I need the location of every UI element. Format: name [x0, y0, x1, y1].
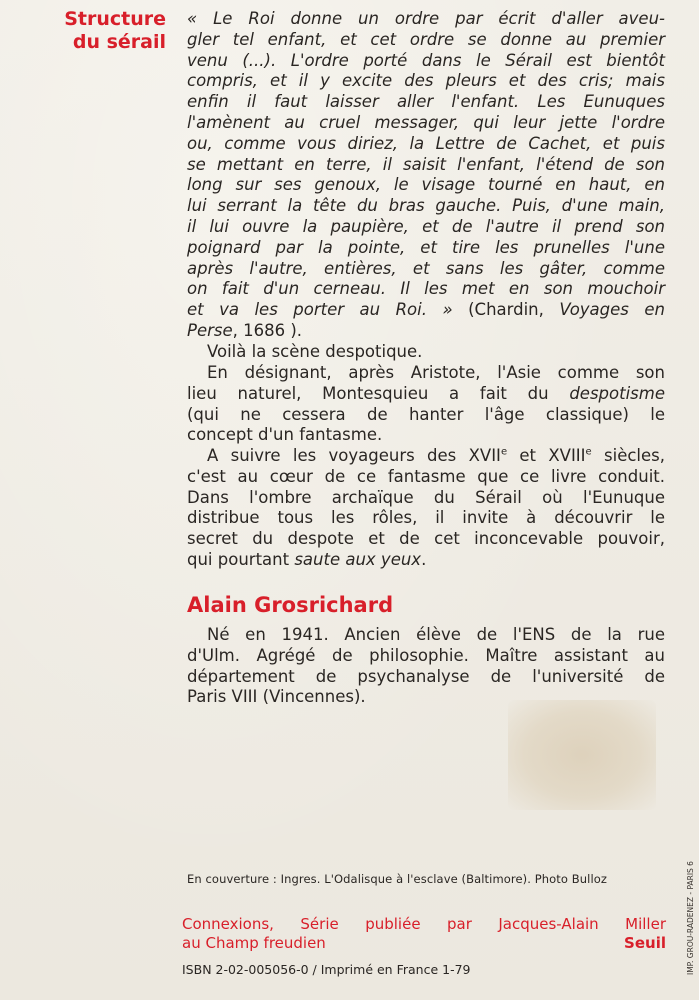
- quote-line: ou, comme vous diriez, la Lettre de Cachet, et puis: [187, 133, 665, 153]
- series-info: [182, 915, 666, 953]
- quote-line: poignard par la pointe, et tire les prunelles l'une: [187, 237, 665, 257]
- series-line-2: [182, 934, 666, 953]
- text-run: A suivre les voyageurs des XVII: [207, 446, 501, 465]
- quote-line: compris, et il y excite des pleurs et des cris; mais: [187, 71, 665, 91]
- quote-source-close: , 1686 ).: [232, 320, 303, 340]
- quote-source-open: (Chardin,: [452, 300, 560, 320]
- paragraph-line: (qui ne cessera de hanter l'âge classique) le: [187, 404, 665, 424]
- quote-line: [187, 300, 665, 321]
- side-title-line-2: du sérail: [72, 31, 166, 53]
- paper-stain: [508, 700, 656, 810]
- paragraph-line: Dans l'ombre archaïque du Sérail où l'Eunuque: [187, 487, 665, 507]
- series-line-1: Connexions, Série publiée par Jacques-Alain Miller: [182, 915, 666, 933]
- bio-line: Né en 1941. Ancien élève de l'ENS de la rue: [207, 625, 665, 644]
- printer-imprint: IMP. GROU-RADENEZ - PARIS 6: [686, 861, 695, 975]
- cover-credit: En couverture : Ingres. L'Odalisque à l'esclave (Baltimore). Photo Bulloz: [187, 872, 608, 886]
- emphasis: saute aux yeux: [294, 549, 422, 569]
- quote-line: venu (...). L'ordre porté dans le Sérail est bientôt: [187, 50, 665, 70]
- paragraph-line: [187, 384, 665, 405]
- text-run: siècles,: [591, 446, 666, 465]
- paragraph-line: Voilà la scène despotique.: [207, 342, 423, 361]
- paragraph-line: distribue tous les rôles, il invite à découvrir le: [187, 508, 665, 528]
- paragraph-3: [187, 446, 665, 571]
- quote-source-title: Voyages en: [559, 300, 665, 320]
- quote-line: l'amènent au cruel messager, qui leur jette l'ordre: [187, 112, 665, 132]
- paragraph-line: concept d'un fantasme.: [187, 425, 383, 445]
- superscript: e: [500, 446, 508, 458]
- author-bio: [187, 625, 665, 708]
- publisher-name: Seuil: [624, 934, 666, 952]
- bio-line: Paris VIII (Vincennes).: [187, 687, 366, 707]
- quote-line: il lui ouvre la paupière, et de l'autre il prend son: [187, 216, 665, 236]
- bio-line: d'Ulm. Agrégé de philosophie. Maître assistant au: [187, 645, 665, 665]
- quote-line: après l'autre, entières, et sans les gâter, comme: [187, 258, 665, 278]
- quote-line: se mettant en terre, il saisit l'enfant, l'étend de son: [187, 154, 665, 174]
- quote-end: et va les porter au Roi. »: [187, 300, 453, 320]
- quote-line: lui serrant la tête du bras gauche. Puis, d'une main,: [187, 196, 665, 216]
- chardin-quote: [187, 9, 665, 342]
- quote-line: gler tel enfant, et cet ordre se donne au premier: [187, 29, 665, 49]
- paragraph-line: c'est au cœur de ce fantasme que ce livre conduit.: [187, 466, 665, 486]
- side-title: [44, 8, 166, 54]
- quote-line: [187, 321, 665, 342]
- superscript: e: [585, 446, 592, 458]
- paragraph-2: [187, 363, 665, 446]
- paragraph-line: secret du despote et de cet inconcevable pouvoir,: [187, 529, 665, 549]
- paragraph-1: [187, 342, 665, 363]
- quote-line: « Le Roi donne un ordre par écrit d'aller aveu-: [187, 9, 665, 28]
- quote-line: on fait d'un cerneau. Il les met en son mouchoir: [187, 279, 665, 299]
- text-run: et XVIII: [507, 446, 586, 465]
- bio-line: département de psychanalyse de l'université de: [187, 666, 665, 686]
- side-title-line-1: Structure: [64, 8, 166, 30]
- paragraph-line: [187, 550, 665, 571]
- text-run: .: [421, 549, 427, 569]
- paragraph-line: En désignant, après Aristote, l'Asie comme son: [207, 363, 665, 382]
- author-name: Alain Grosrichard: [187, 593, 394, 617]
- isbn: ISBN 2-02-005056-0 / Imprimé en France 1-79: [182, 962, 471, 977]
- text-run: lieu naturel, Montesquieu a fait du: [187, 383, 570, 403]
- quote-line: enfin il faut laisser aller l'enfant. Les Eunuques: [187, 92, 665, 112]
- quote-source-title-2: Perse: [187, 320, 233, 340]
- quote-line: long sur ses genoux, le visage tourné en haut, en: [187, 175, 665, 195]
- paragraph-line: [187, 446, 665, 467]
- text-run: qui pourtant: [187, 549, 295, 569]
- series-collection: au Champ freudien: [182, 934, 326, 952]
- emphasis: despotisme: [569, 383, 665, 403]
